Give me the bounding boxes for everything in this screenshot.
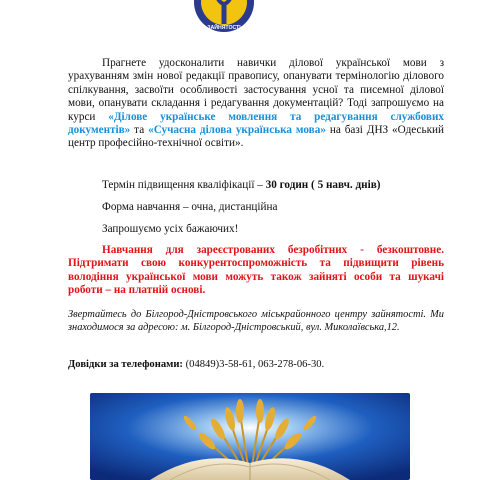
duration-value: 30 годин ( 5 навч. днів) [265, 179, 381, 191]
address-text: Звертайтесь до Білгород-Дністровського міськрайонного центру зайнятості. Ми знаходимося за адресою: м. Білгород-Дністровський, вул. Миколаївська,12. [68, 309, 444, 333]
intro-text-3: на базі ДНЗ «Одеський центр професійно-технічної освіти». [68, 124, 444, 150]
logo-text: ЗАЙНЯТОСТІ [207, 25, 241, 31]
duration-label: Термін підвищення кваліфікації – [102, 179, 266, 191]
phones-label: Довідки за телефонами: [68, 359, 183, 370]
free-notice: Навчання для зареєстрованих безробітних - безкоштовне. Підтримати свою конкурентоспроможність та підвищити рівень володіння української мови можуть також зайняті особи та шукачі роботи – на платній основі. [68, 244, 444, 297]
wheat-book-illustration [90, 393, 410, 480]
intro-text-1: Прагнете удосконалити навички ділової української мови з урахуванням змін нової редакції правопису, опанувати термінологію ділового спілкування, засвоїти особливості застосування усної та писемної ділової мови, опанувати складання і редагування документацій? Тоді запрошуємо на курси [68, 57, 444, 123]
duration-line [102, 179, 381, 191]
course-title-2: «Сучасна ділова українська мова» [148, 124, 326, 137]
course-title-1: «Ділове українське мовлення та редагування службових документів» [68, 110, 445, 137]
employment-center-logo [190, 0, 258, 38]
invite-line: Запрошуємо усіх бажаючих! [102, 223, 239, 235]
phones-line [68, 359, 324, 370]
intro-paragraph [68, 57, 444, 151]
form-line: Форма навчання – очна, дистанційна [102, 201, 278, 213]
intro-text-2: та [130, 124, 149, 137]
phones-value: (04849)3-58-61, 063-278-06-30. [182, 359, 325, 370]
